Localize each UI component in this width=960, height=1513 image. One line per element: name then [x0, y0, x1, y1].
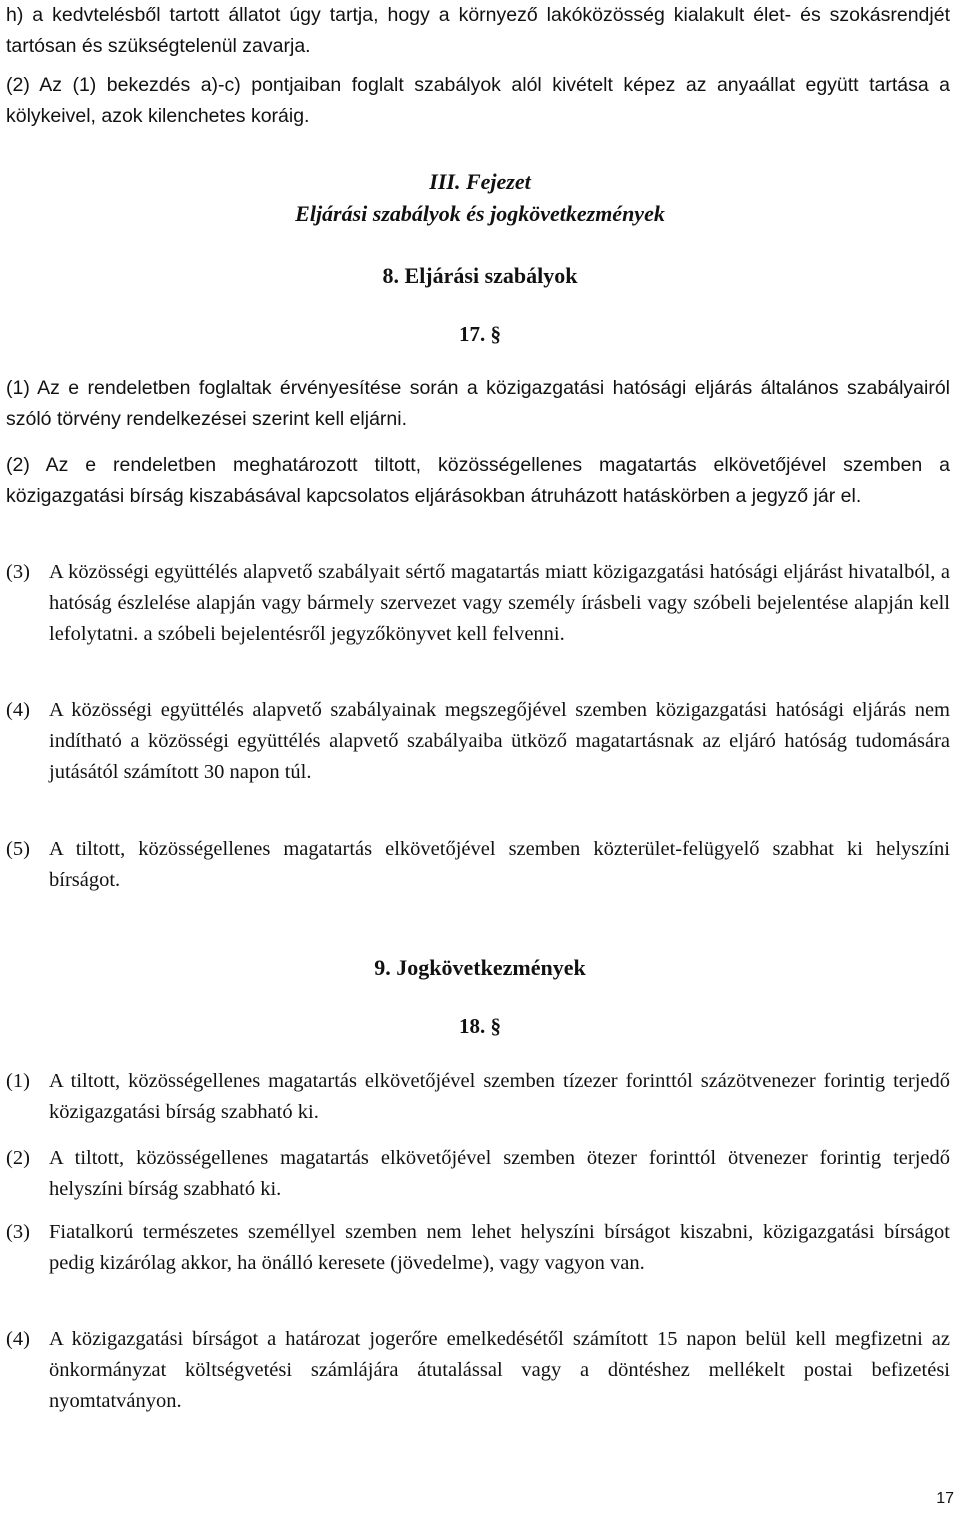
s18-paragraph-3-text: Fiatalkorú természetes személlyel szemben nem lehet helyszíni bírságot kiszabni, közigazgatási bírságot pedig kizárólag akkor, ha önálló keresete (jövedelme), vagy vagyon van. [49, 1221, 950, 1274]
section-8-title: 8. Eljárási szabályok [382, 263, 578, 288]
s17-paragraph-1 [6, 373, 950, 435]
s17-paragraph-1-text: (1) Az e rendeletben foglaltak érvényesítése során a közigazgatási hatósági eljárás általános szabályairól szóló törvény rendelkezései szerint kell eljárni. [6, 377, 950, 430]
s17-paragraph-5 [6, 834, 950, 896]
s17-paragraph-2 [6, 450, 950, 512]
s17-paragraph-4-text: A közösségi együttélés alapvető szabályainak megszegőjével szemben közigazgatási hatósági eljárás nem indítható a közösségi együttélés alapvető szabályaiba ütköző magatartásnak az eljáró hatóság tudomására jutásától számított 30 napon túl. [49, 699, 950, 783]
section-9-title: 9. Jogkövetkezmények [374, 955, 586, 980]
prev-paragraph-2 [6, 70, 950, 132]
s18-paragraph-1-num: (1) [6, 1070, 30, 1092]
s17-paragraph-4 [6, 695, 950, 788]
s18-paragraph-1-text: A tiltott, közösségellenes magatartás elkövetőjével szemben tízezer forinttól százötvenezer forintig terjedő közigazgatási bírság szabható ki. [49, 1070, 950, 1123]
chapter-subtitle: Eljárási szabályok és jogkövetkezmények [295, 201, 665, 226]
s18-paragraph-2-num: (2) [6, 1147, 30, 1169]
s17-paragraph-3-text: A közösségi együttélés alapvető szabályait sértő magatartás miatt közigazgatási hatósági eljárást hivatalból, a hatóság észlelése alapján vagy bármely szervezet vagy személy írásbeli vagy szóbeli bejelentése alapján kell lefolytatni. a szóbeli bejelentésről jegyzőkönyvet kell felvenni. [49, 561, 950, 645]
prev-item-h-text: h) a kedvtelésből tartott állatot úgy tartja, hogy a környező lakóközösség kialakult élet- és szokásrendjét tartósan és szükségtelenül zavarja. [6, 4, 950, 57]
s18-paragraph-2 [6, 1143, 950, 1205]
page-number: 17 [936, 1490, 954, 1507]
prev-paragraph-2-text: (2) Az (1) bekezdés a)-c) pontjaiban foglalt szabályok alól kivételt képez az anyaállat együtt tartása a kölykeivel, azok kilenchetes koráig. [6, 74, 950, 127]
s18-paragraph-3-num: (3) [6, 1221, 30, 1243]
paragraph-18-title: 18. § [459, 1014, 501, 1038]
s18-paragraph-2-text: A tiltott, közösségellenes magatartás elkövetőjével szemben ötezer forinttól ötvenezer forintig terjedő helyszíni bírság szabható ki. [49, 1147, 950, 1200]
s17-paragraph-2-text: (2) Az e rendeletben meghatározott tiltott, közösségellenes magatartás elkövetőjével szemben a közigazgatási bírság kiszabásával kapcsolatos eljárásokban átruházott hatáskörben a jegyző jár el. [6, 454, 950, 507]
prev-item-h [6, 0, 950, 62]
s17-paragraph-4-num: (4) [6, 699, 30, 721]
s17-paragraph-3 [6, 557, 950, 650]
s17-paragraph-5-text: A tiltott, közösségellenes magatartás elkövetőjével szemben közterület-felügyelő szabhat ki helyszíni bírságot. [49, 838, 950, 891]
s18-paragraph-4-num: (4) [6, 1328, 30, 1350]
s18-paragraph-3 [6, 1217, 950, 1279]
paragraph-17-title: 17. § [459, 322, 501, 346]
s18-paragraph-1 [6, 1066, 950, 1128]
s17-paragraph-5-num: (5) [6, 838, 30, 860]
s17-paragraph-3-num: (3) [6, 561, 30, 583]
s18-paragraph-4-text: A közigazgatási bírságot a határozat jogerőre emelkedésétől számított 15 napon belül kell megfizetni az önkormányzat költségvetési számlájára átutalással vagy a döntéshez mellékelt postai befizetési nyomtatványon. [49, 1328, 950, 1412]
s18-paragraph-4 [6, 1324, 950, 1417]
chapter-title: III. Fejezet [429, 169, 531, 194]
